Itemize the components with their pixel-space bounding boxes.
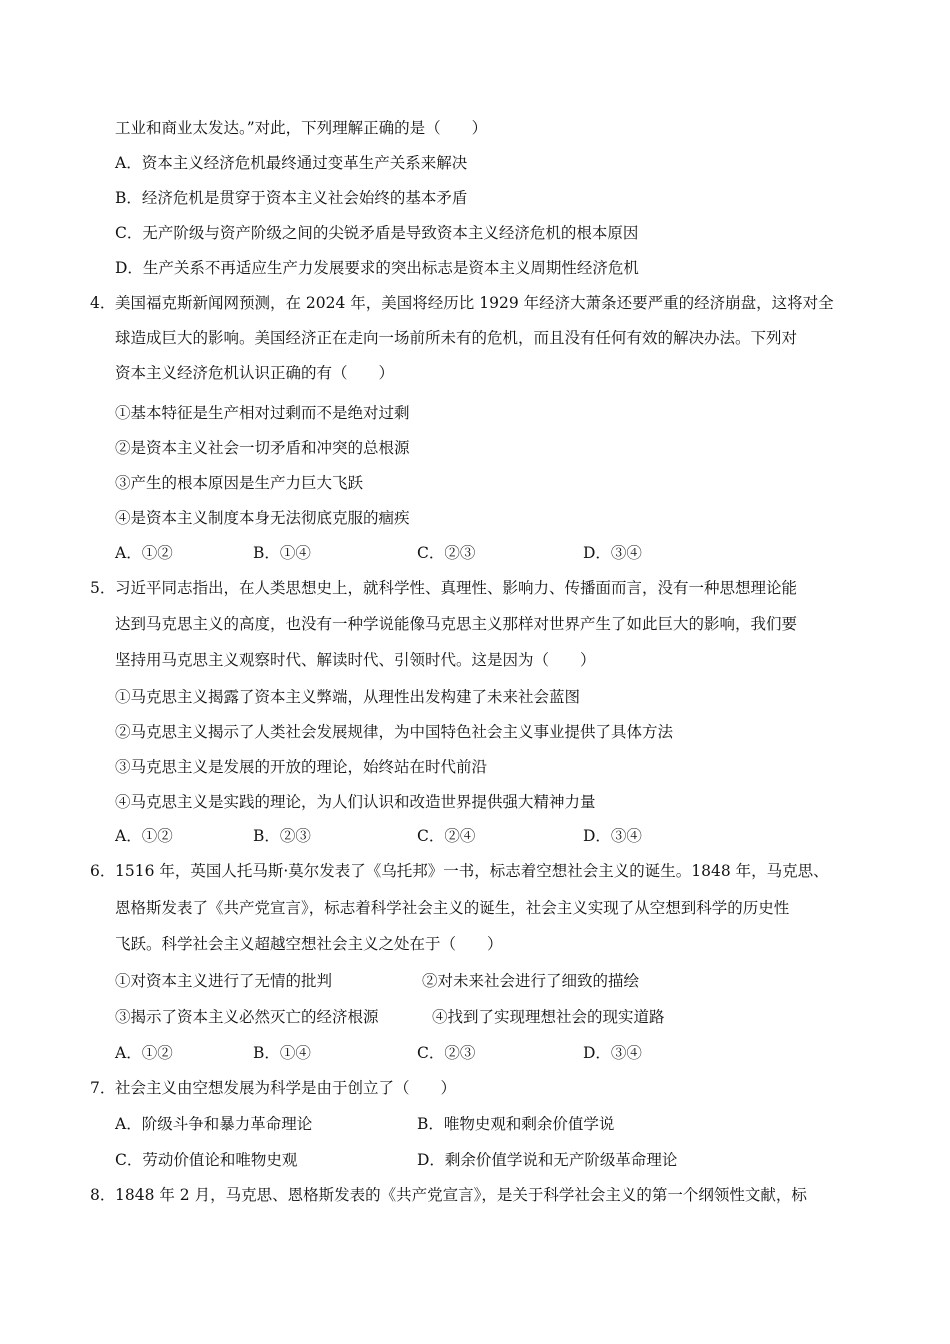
question-number: 6． — [90, 862, 116, 880]
statement-4: ④是资本主义制度本身无法彻底克服的痼疾 — [115, 509, 410, 527]
option-a: A．①② — [115, 827, 173, 845]
option-c: C．劳动价值论和唯物史观 — [115, 1151, 298, 1169]
question-stem-line: 球造成巨大的影响。美国经济正在走向一场前所未有的危机，而且没有任何有效的解决办法。下列对 — [115, 329, 798, 347]
option-a: A．①② — [115, 1044, 173, 1062]
question-number: 7． — [90, 1079, 116, 1097]
option-a: A．阶级斗争和暴力革命理论 — [115, 1115, 313, 1133]
question-stem-line: 习近平同志指出，在人类思想史上，就科学性、真理性、影响力、传播面而言，没有一种思想理论能 — [115, 579, 798, 597]
question-stem: 工业和商业太发达。”对此，下列理解正确的是（ ） — [115, 119, 488, 137]
statement-4: ④马克思主义是实践的理论，为人们认识和改造世界提供强大精神力量 — [115, 793, 596, 811]
question-number: 5． — [90, 579, 116, 597]
statement-1: ①对资本主义进行了无情的批判 — [115, 972, 333, 990]
option-b: B．②③ — [253, 827, 311, 845]
option-b: B．经济危机是贯穿于资本主义社会始终的基本矛盾 — [115, 189, 468, 207]
question-stem-line: 1516 年，英国人托马斯·莫尔发表了《乌托邦》一书，标志着空想社会主义的诞生。1848 年，马克思、 — [115, 862, 829, 880]
question-stem: 1848 年 2 月，马克思、恩格斯发表的《共产党宣言》，是关于科学社会主义的第一个纲领性文献，标 — [115, 1186, 807, 1204]
question-stem-line: 达到马克思主义的高度，也没有一种学说能像马克思主义那样对世界产生了如此巨大的影响，我们要 — [115, 615, 798, 633]
question-stem-line: 恩格斯发表了《共产党宣言》，标志着科学社会主义的诞生，社会主义实现了从空想到科学的历史性 — [115, 899, 790, 917]
statement-1: ①基本特征是生产相对过剩而不是绝对过剩 — [115, 404, 410, 422]
option-d: D．剩余价值学说和无产阶级革命理论 — [417, 1151, 678, 1169]
option-b: B．①④ — [253, 1044, 311, 1062]
option-c: C．②③ — [417, 544, 476, 562]
option-c: C．②④ — [417, 827, 476, 845]
option-a: A．资本主义经济危机最终通过变革生产关系来解决 — [115, 154, 468, 172]
question-stem: 社会主义由空想发展为科学是由于创立了（ ） — [115, 1079, 457, 1097]
statement-3: ③揭示了资本主义必然灭亡的经济根源 — [115, 1008, 379, 1026]
option-a: A．①② — [115, 544, 173, 562]
option-d: D．生产关系不再适应生产力发展要求的突出标志是资本主义周期性经济危机 — [115, 259, 639, 277]
statement-2: ②对未来社会进行了细致的描绘 — [422, 972, 640, 990]
question-number: 8． — [90, 1186, 116, 1204]
option-c: C．②③ — [417, 1044, 476, 1062]
option-c: C．无产阶级与资产阶级之间的尖锐矛盾是导致资本主义经济危机的根本原因 — [115, 224, 639, 242]
option-b: B．唯物史观和剩余价值学说 — [417, 1115, 615, 1133]
option-d: D．③④ — [583, 1044, 642, 1062]
question-number: 4． — [90, 294, 116, 312]
statement-4: ④找到了实现理想社会的现实道路 — [432, 1008, 665, 1026]
question-stem-line: 美国福克斯新闻网预测，在 2024 年，美国将经历比 1929 年经济大萧条还要严重的经济崩盘，这将对全 — [115, 294, 834, 312]
question-stem-line: 资本主义经济危机认识正确的有（ ） — [115, 364, 395, 382]
question-stem-line: 飞跃。科学社会主义超越空想社会主义之处在于（ ） — [115, 935, 503, 953]
option-b: B．①④ — [253, 544, 311, 562]
question-stem-line: 坚持用马克思主义观察时代、解读时代、引领时代。这是因为（ ） — [115, 651, 596, 669]
statement-1: ①马克思主义揭露了资本主义弊端，从理性出发构建了未来社会蓝图 — [115, 688, 581, 706]
statement-3: ③马克思主义是发展的开放的理论，始终站在时代前沿 — [115, 758, 488, 776]
statement-2: ②马克思主义揭示了人类社会发展规律，为中国特色社会主义事业提供了具体方法 — [115, 723, 674, 741]
statement-2: ②是资本主义社会一切矛盾和冲突的总根源 — [115, 439, 410, 457]
option-d: D．③④ — [583, 544, 642, 562]
statement-3: ③产生的根本原因是生产力巨大飞跃 — [115, 474, 364, 492]
option-d: D．③④ — [583, 827, 642, 845]
